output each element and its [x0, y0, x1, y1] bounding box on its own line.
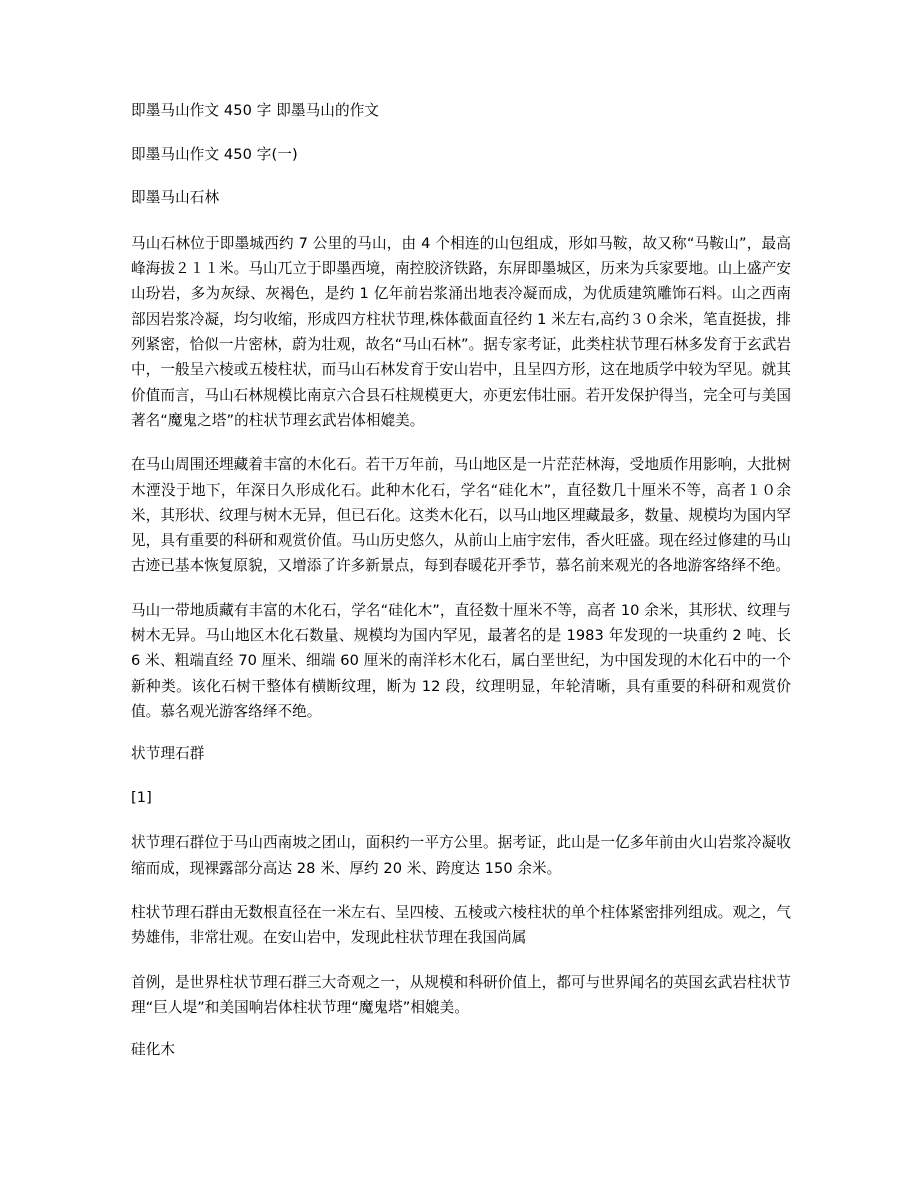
document-title: 即墨马山作文 450 字 即墨马山的作文	[131, 102, 380, 119]
document-subtitle: 即墨马山作文 450 字(一)	[131, 145, 298, 163]
paragraph-zhuzhuang-jieli: 柱状节理石群由无数根直径在一米左右、呈四棱、五棱或六棱柱状的单个柱体紧密排列组成。观之，气势雄伟，非常壮观。在安山岩中，发现此柱状节理在我国尚属	[131, 903, 791, 947]
paragraph-guihuamu-detail: 马山一带地质藏有丰富的木化石，学名“硅化木”，直径数十厘米不等，高者 10 余米，其形状、纹理与树木无异。马山地区木化石数量、规模均为国内罕见，最著名的是 1983 年发现的一块重约 2 吨、长 6 米、粗端直经 70 厘米、细端 60 厘米的南洋杉木化石，属白垩世纪，为中国发现的木化石中的一个新种类。该化石树干整体有横断纹理，断为 12 段，纹理明显，年轮清晰，具有重要的科研和观赏价值。慕名观光游客络绎不绝。	[131, 601, 791, 720]
paragraph-mashan-shilin: 马山石林位于即墨城西约 7 公里的马山，由 4 个相连的山包组成，形如马鞍，故又称“马鞍山”，最高峰海拔２１１米。马山兀立于即墨西境，南控胶济铁路，东屏即墨城区，历来为兵家要地。山上盛产安山玢岩，多为灰绿、灰褐色，是约 1 亿年前岩浆涌出地表冷凝而成，为优质建筑雕饰石料。山之西南部因岩浆冷凝，均匀收缩，形成四方柱状节理,株体截面直径约 1 米左右,高约３０余米，笔直挺拔，排列紧密，恰似一片密林，蔚为壮观，故名“马山石林”。据专家考证，此类柱状节理石林多发育于玄武岩中，一般呈六棱或五棱柱状，而马山石林发育于安山岩中，且呈四方形，这在地质学中较为罕见。就其价值而言，马山石林规模比南京六合县石柱规模更大，亦更宏伟壮丽。若开发保护得当，完全可与美国著名“魔鬼之塔”的柱状节理玄武岩体相媲美。	[131, 234, 791, 429]
paragraph-muhuashi: 在马山周围还埋藏着丰富的木化石。若干万年前，马山地区是一片茫茫林海，受地质作用影响，大批树木湮没于地下，年深日久形成化石。此种木化石，学名“硅化木”，直径数几十厘米不等，高者１０余米，其形状、纹理与树木无异，但已石化。这类木化石，以马山地区埋藏最多，数量、规模均为国内罕见，具有重要的科研和观赏价值。马山历史悠久，从前山上庙宇宏伟，香火旺盛。现在经过修建的马山古迹已基本恢复原貌，又增添了许多新景点，每到春暖花开季节，慕名前来观光的各地游客络绎不绝。	[131, 456, 791, 575]
section-heading-shilin: 即墨马山石林	[131, 189, 220, 207]
document-content	[131, 100, 791, 1083]
paragraph-shouli: 首例，是世界柱状节理石群三大奇观之一，从规模和科研价值上，都可与世界闻名的英国玄武岩柱状节理“巨人堤”和美国响岩体柱状节理“魔鬼塔”相媲美。	[131, 973, 791, 1016]
reference-marker: [1]	[131, 788, 152, 806]
section-heading-zhuangjieli: 状节理石群	[131, 745, 205, 763]
section-heading-guihuamu: 硅化木	[131, 1041, 176, 1059]
paragraph-zhuangjieli-location: 状节理石群位于马山西南坡之团山，面积约一平方公里。据考证，此山是一亿多年前由火山岩浆冷凝收缩而成，现裸露部分高达 28 米、厚约 20 米、跨度达 150 余米。	[131, 834, 791, 877]
